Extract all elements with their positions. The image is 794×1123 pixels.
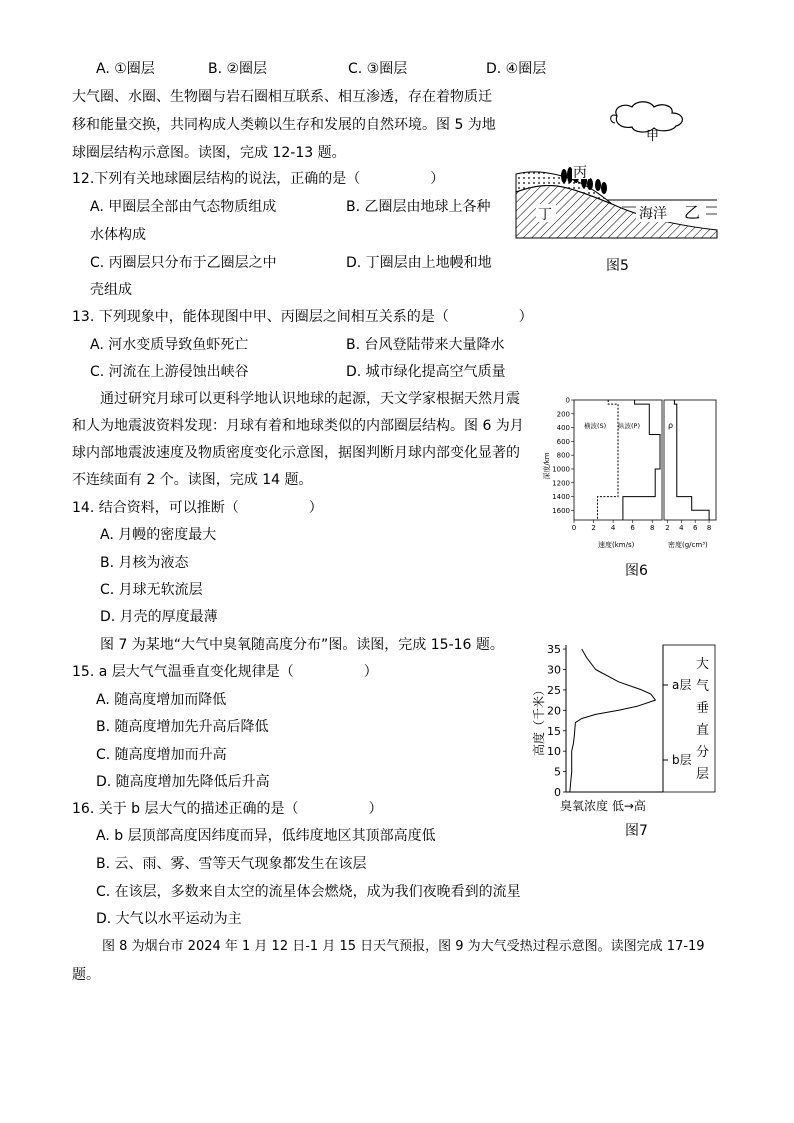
q14-option-b: B. 月核为液态 <box>100 555 189 571</box>
fig6-speed-tick-label: 8 <box>649 524 655 532</box>
fig6-density-tick-label: 4 <box>679 524 684 532</box>
fig6-p-wave-line <box>623 400 660 520</box>
figure-5 <box>512 96 722 246</box>
q14-option-d: D. 月壳的厚度最薄 <box>100 609 218 625</box>
figure-5-caption: 图5 <box>606 258 629 274</box>
q12-option-c: C. 丙圈层只分布于乙圈层之中 <box>90 255 277 271</box>
q15-option-b: B. 随高度增加先升高后降低 <box>96 719 269 735</box>
prev-option-b: B. ②圈层 <box>208 61 268 77</box>
q14-stem: 14. 结合资料，可以推断（ ） <box>72 500 323 516</box>
q13-option-d: D. 城市绿化提高空气质量 <box>346 364 506 380</box>
fig7-side-6: 层 <box>696 767 710 782</box>
intro-12-line-2: 移和能量交换，共同构成人类赖以生存和发展的自然环境。图 5 为地 <box>72 117 496 133</box>
fig6-speed-tick-label: 4 <box>610 524 616 532</box>
q12-option-d-cont: 壳组成 <box>90 282 132 298</box>
fig6-speed-tick-label: 2 <box>591 524 596 532</box>
q16-option-b: B. 云、雨、雾、雪等天气现象都发生在该层 <box>96 856 367 872</box>
fig6-ytick-label: 0 <box>565 396 570 405</box>
fig6-speed-tick-label: 6 <box>630 524 635 532</box>
fig7-ytick-label: 25 <box>547 683 561 697</box>
q16-option-a: A. b 层顶部高度因纬度而异，低纬度地区其顶部高度低 <box>96 828 436 844</box>
fig6-speed-tick-label: 0 <box>571 524 577 532</box>
fig7-side-2: 气 <box>696 679 710 694</box>
fig6-density-tick-label: 2 <box>665 524 670 532</box>
q13-stem: 13. 下列现象中，能体现图中甲、丙圈层之间相互关系的是（ ） <box>72 309 533 325</box>
fig6-p-label: 纵波(P) <box>618 422 640 430</box>
intro-12-line-3: 球圈层结构示意图。读图，完成 12-13 题。 <box>72 145 346 161</box>
intro-15: 图 7 为某地“大气中臭氧随高度分布”图。读图，完成 15-16 题。 <box>100 637 504 653</box>
fig7-layer-b: b层 <box>672 753 692 767</box>
intro-17-line-1: 图 8 为烟台市 2024 年 1 月 12 日-1 月 15 日天气预报，图 9 为大气受热过程示意图。读图完成 17-19 <box>102 939 705 954</box>
intro-14-line-4: 不连续面有 2 个。读图，完成 14 题。 <box>72 472 313 488</box>
label-ding: 丁 <box>538 207 552 223</box>
fig7-ozone-line <box>570 649 656 792</box>
figure-7-caption: 图7 <box>625 823 648 839</box>
label-jia: 甲 <box>646 129 660 144</box>
q15-stem: 15. a 层大气气温垂直变化规律是（ ） <box>72 664 378 680</box>
fig6-s-wave-line <box>598 400 619 520</box>
fig6-ytick-label: 200 <box>556 410 570 419</box>
fig7-ytick-label: 35 <box>547 643 561 657</box>
fig6-speed-label: 速度(km/s) <box>598 541 635 549</box>
fig7-ytick-label: 30 <box>547 663 561 677</box>
fig6-ytick-label: 1000 <box>552 465 570 474</box>
fig6-ytick-label: 600 <box>556 437 570 446</box>
fig6-density-tick-label: 8 <box>706 524 712 532</box>
q12-option-b-cont: 水体构成 <box>90 227 146 243</box>
q15-option-a: A. 随高度增加而降低 <box>96 692 227 708</box>
q16-option-c: C. 在该层，多数来自太空的流星体会燃烧，成为我们夜晚看到的流星 <box>96 884 521 900</box>
fig6-density-tick-label: 6 <box>692 524 698 532</box>
fig7-layer-a: a层 <box>672 678 692 692</box>
q13-option-c: C. 河流在上游侵蚀出峡谷 <box>90 364 249 380</box>
fig7-ytick-label: 5 <box>554 765 561 779</box>
q12-option-b: B. 乙圈层由地球上各种 <box>346 199 491 215</box>
q13-option-b: B. 台风登陆带来大量降水 <box>346 337 505 353</box>
fig7-ytick-label: 20 <box>547 704 561 718</box>
q13-option-a: A. 河水变质导致鱼虾死亡 <box>90 337 249 353</box>
fig6-density-line <box>674 400 709 520</box>
prev-option-d: D. ④圈层 <box>486 61 547 77</box>
fig6-rho-label: ρ <box>668 421 674 430</box>
q14-option-c: C. 月球无软流层 <box>100 582 203 598</box>
label-ocean: 海洋 <box>639 206 667 222</box>
q15-option-d: D. 随高度增加先降低后升高 <box>96 774 270 790</box>
q12-stem: 12.下列有关地球圈层结构的说法，正确的是（ ） <box>72 171 445 187</box>
figure-6 <box>540 394 725 554</box>
fig7-side-5: 分 <box>696 745 710 760</box>
figure-6-caption: 图6 <box>625 563 648 579</box>
cloud-shape <box>616 102 683 132</box>
fig7-side-4: 直 <box>696 723 710 738</box>
q14-option-a: A. 月幔的密度最大 <box>100 527 217 543</box>
q16-option-d: D. 大气以水平运动为主 <box>96 911 242 927</box>
fig6-s-label: 横波(S) <box>584 422 607 430</box>
prev-option-c: C. ③圈层 <box>348 61 408 77</box>
label-bing: 丙 <box>573 165 587 181</box>
prev-option-a: A. ①圈层 <box>96 61 155 77</box>
q15-option-c: C. 随高度增加而升高 <box>96 747 227 763</box>
fig7-ytick-label: 15 <box>547 724 561 738</box>
fig6-ylabel: 深度/km <box>543 452 551 480</box>
intro-14-line-1: 通过研究月球可以更科学地认识地球的起源，天文学家根据天然月震 <box>100 391 520 407</box>
intro-17-line-2: 题。 <box>72 967 100 983</box>
q12-option-d: D. 丁圈层由上地幔和地 <box>346 255 492 271</box>
fig7-side-3: 垂 <box>696 701 710 716</box>
q16-stem: 16. 关于 b 层大气的描述正确的是（ ） <box>72 801 383 817</box>
fig6-density-label: 密度(g/cm³) <box>668 541 708 549</box>
fig6-ytick-label: 800 <box>556 451 570 460</box>
fig7-ytick-label: 10 <box>547 745 561 759</box>
intro-14-line-3: 球内部地震波速度及物质密度变化示意图，据图判断月球内部变化显著的 <box>72 445 520 461</box>
fig6-ytick-label: 1200 <box>552 479 570 488</box>
intro-12-line-1: 大气圈、水圈、生物圈与岩石圈相互联系、相互渗透，存在着物质迁 <box>72 89 492 105</box>
fig6-ytick-label: 400 <box>556 424 570 433</box>
fig7-ytick-label: 0 <box>554 786 561 799</box>
intro-14-line-2: 和人为地震波资料发现：月球有着和地球类似的内部圈层结构。图 6 为月 <box>72 418 524 434</box>
fig7-xlabel: 臭氧浓度 低→高 <box>560 799 646 813</box>
fig7-ylabel: 高度（千米） <box>532 683 546 757</box>
label-yi: 乙 <box>684 203 701 222</box>
fig6-ytick-label: 1400 <box>552 493 570 502</box>
q12-option-a: A. 甲圈层全部由气态物质组成 <box>90 199 277 215</box>
fig7-side-1: 大 <box>696 657 710 672</box>
fig6-ytick-label: 1600 <box>552 506 570 515</box>
figure-7 <box>530 640 720 815</box>
